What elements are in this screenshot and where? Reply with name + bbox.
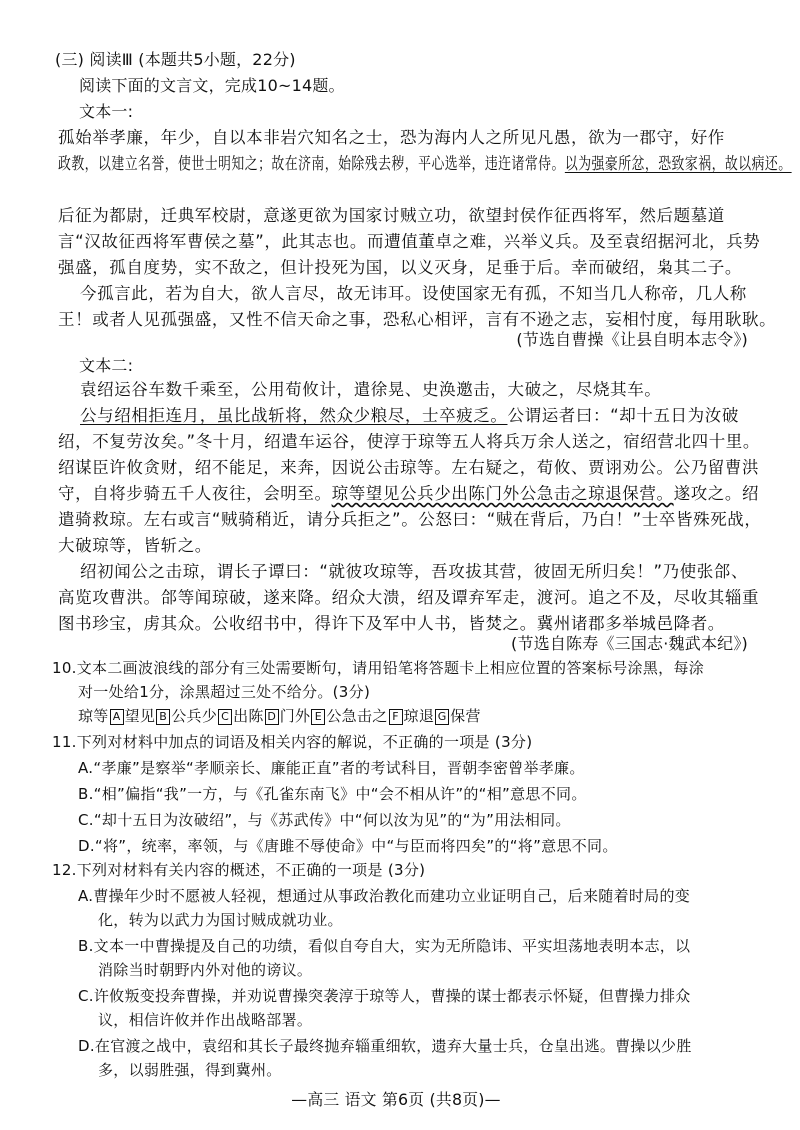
section-header: (三) 阅读Ⅲ (本题共5小题，22分) bbox=[55, 50, 296, 69]
q10-segment: 公兵少 bbox=[171, 707, 218, 725]
q11-stem: 11.下列对材料中加点的词语及相关内容的解说，不正确的一项是 (3分) bbox=[52, 733, 533, 751]
text2-line: 绍谋臣许攸贪财，绍不能足，来奔，因说公击琼等。左右疑之，荀攸、贾诩劝公。公乃留曹洪 bbox=[58, 458, 760, 477]
text2-line-part: 公谓运者曰：“却十五日为汝破 bbox=[507, 406, 739, 425]
text1-line: 后征为都尉，迁典军校尉，意遂更欲为国家讨贼立功，欲望封侯作征西将军，然后题墓道 bbox=[58, 206, 725, 225]
text1-line: 王！或者人见孤强盛，又性不信天命之事，恐私心相评，言有不逊之志，妄相忖度，每用耿耿。 bbox=[58, 310, 777, 329]
q12-option-d-cont: 多，以弱胜强，得到冀州。 bbox=[98, 1061, 282, 1079]
q10-stem: 对一处给1分，涂黑超过三处不给分。(3分) bbox=[78, 683, 371, 701]
text1-underlined: 以为强豪所忿，恐致家祸，故以病还。 bbox=[564, 154, 792, 173]
q10-answer-row bbox=[78, 706, 481, 726]
text2-line: 袁绍运谷车数千乘至，公用荀攸计，遣徐晃、史涣邀击，大破之，尽烧其车。 bbox=[80, 380, 662, 399]
q10-segment: 门外 bbox=[279, 707, 311, 725]
q12-option-b-cont: 消除当时朝野内外对他的谤议。 bbox=[98, 961, 313, 979]
q10-segment: 保营 bbox=[450, 707, 481, 725]
q10-segment: 望见 bbox=[124, 707, 156, 725]
text2-line: 绍，不复劳汝矣。”冬十月，绍遣车运谷，使淳于琼等五人将兵万余人送之，宿绍营北四十里。 bbox=[58, 432, 760, 451]
q10-option-box[interactable]: B bbox=[156, 709, 170, 725]
text2-line: 高览攻曹洪。郃等闻琼破，遂来降。绍众大溃，绍及谭弃军走，渡河。追之不及，尽收其辎重 bbox=[58, 588, 760, 607]
q12-option-c: C.许攸叛变投奔曹操，并劝说曹操突袭淳于琼等人，曹操的谋士都表示怀疑，但曹操力排众 bbox=[78, 987, 691, 1005]
q10-option-box[interactable]: D bbox=[265, 709, 279, 725]
text1-line bbox=[58, 154, 792, 174]
text1-label: 文本一: bbox=[79, 102, 134, 121]
q10-segment: 出陈 bbox=[233, 707, 264, 725]
q10-segment: 琼等 bbox=[78, 707, 109, 725]
text2-line bbox=[58, 484, 759, 504]
q10-option-box[interactable]: G bbox=[435, 709, 449, 725]
text1-line: 强盛，孤自度势，实不敌之，但计投死为国，以义灭身，足垂于后。幸而破绍，枭其二子。 bbox=[58, 258, 742, 277]
q11-option-b: B.“相”偏指“我”一方，与《孔雀东南飞》中“会不相从许”的“相”意思不同。 bbox=[78, 785, 587, 803]
q11-option-a: A.“孝廉”是察举“孝顺亲长、廉能正直”者的考试科目，晋朝李密曾举孝廉。 bbox=[78, 759, 585, 777]
q11-option-c: C.“却十五日为汝破绍”，与《苏武传》中“何以汝为见”的“为”用法相同。 bbox=[78, 811, 571, 829]
text1-line-part: 政教，以建立名誉，使世士明知之；故在济南，始除残去秽，平心选举，违迕诸常侍。 bbox=[58, 154, 565, 173]
text2-line: 绍初闻公之击琼，谓长子谭曰：“就彼攻琼等，吾攻拔其营，彼固无所归矣！”乃使张郃、 bbox=[80, 562, 749, 581]
text1-source: (节选自曹操《让县自明本志令》) bbox=[516, 330, 748, 349]
q12-option-b: B.文本一中曹操提及自己的功绩，看似自夸自大，实为无所隐讳、平实坦荡地表明本志，以 bbox=[78, 937, 691, 955]
q12-stem: 12.下列对材料有关内容的概述，不正确的一项是 (3分) bbox=[52, 861, 426, 879]
wavy-line-sentence: 琼等望见公兵少出陈门外公急击之琼退保营。 bbox=[331, 484, 674, 503]
text2-source: (节选自陈寿《三国志·魏武本纪》) bbox=[511, 634, 748, 653]
text2-line: 遣骑救琼。左右或言“贼骑稍近，请分兵拒之”。公怒曰：“贼在背后，乃白！”士卒皆殊死战， bbox=[58, 510, 762, 529]
text2-label: 文本二: bbox=[79, 356, 134, 375]
page-footer: —高三 语文 第6页 (共8页)— bbox=[291, 1090, 501, 1109]
q10-segment: 公急击之 bbox=[326, 707, 388, 725]
q12-option-a: A.曹操年少时不愿被人轻视，想通过从事政治教化而建功立业证明自己，后来随着时局的变 bbox=[78, 887, 691, 905]
q10-option-box[interactable]: C bbox=[218, 709, 232, 725]
text2-line-part: 遂攻之。绍 bbox=[673, 484, 760, 503]
q12-option-d: D.在官渡之战中，袁绍和其长子最终抛弃辎重细软，遗弃大量士兵，仓皇出逃。曹操以少胜 bbox=[78, 1037, 692, 1055]
text1-line: 今孤言此，若为自大，欲人言尽，故无讳耳。设使国家无有孤，不知当几人称帝，几人称 bbox=[80, 284, 747, 303]
instruction: 阅读下面的文言文，完成10~14题。 bbox=[79, 76, 345, 95]
q10-option-box[interactable]: F bbox=[389, 709, 403, 725]
text1-line: 言“汉故征西将军曹侯之墓”，此其志也。而遭值董卓之难，兴举义兵。及至袁绍据河北，兵势 bbox=[58, 232, 761, 251]
q10-stem: 10.文本二画波浪线的部分有三处需要断句，请用铅笔将答题卡上相应位置的答案标号涂黑，每涂 bbox=[52, 659, 705, 677]
q12-option-a-cont: 化，转为以武力为国讨贼成就功业。 bbox=[98, 911, 343, 929]
text2-line: 大破琼等，皆斩之。 bbox=[58, 536, 212, 555]
q10-option-box[interactable]: E bbox=[311, 709, 325, 725]
text2-line bbox=[80, 406, 739, 426]
q10-option-box[interactable]: A bbox=[110, 709, 124, 725]
text2-line-part: 守，自将步骑五千人夜往，会明至。 bbox=[58, 484, 332, 503]
text1-line: 孤始举孝廉，年少，自以本非岩穴知名之士，恐为海内人之所见凡愚，欲为一郡守，好作 bbox=[58, 128, 725, 147]
q11-option-d: D.“将”，统率，率领，与《唐雎不辱使命》中“与臣而将四矣”的“将”意思不同。 bbox=[78, 837, 618, 855]
q12-option-c-cont: 议，相信许攸并作出战略部署。 bbox=[98, 1011, 313, 1029]
text2-line: 图书珍宝，虏其众。公收绍书中，得许下及军中人书，皆焚之。冀州诸郡多举城邑降者。 bbox=[58, 614, 725, 633]
q10-segment: 琼退 bbox=[403, 707, 435, 725]
text2-underlined: 公与绍相拒连月，虽比战斩将，然众少粮尽，士卒疲乏。 bbox=[80, 406, 508, 425]
